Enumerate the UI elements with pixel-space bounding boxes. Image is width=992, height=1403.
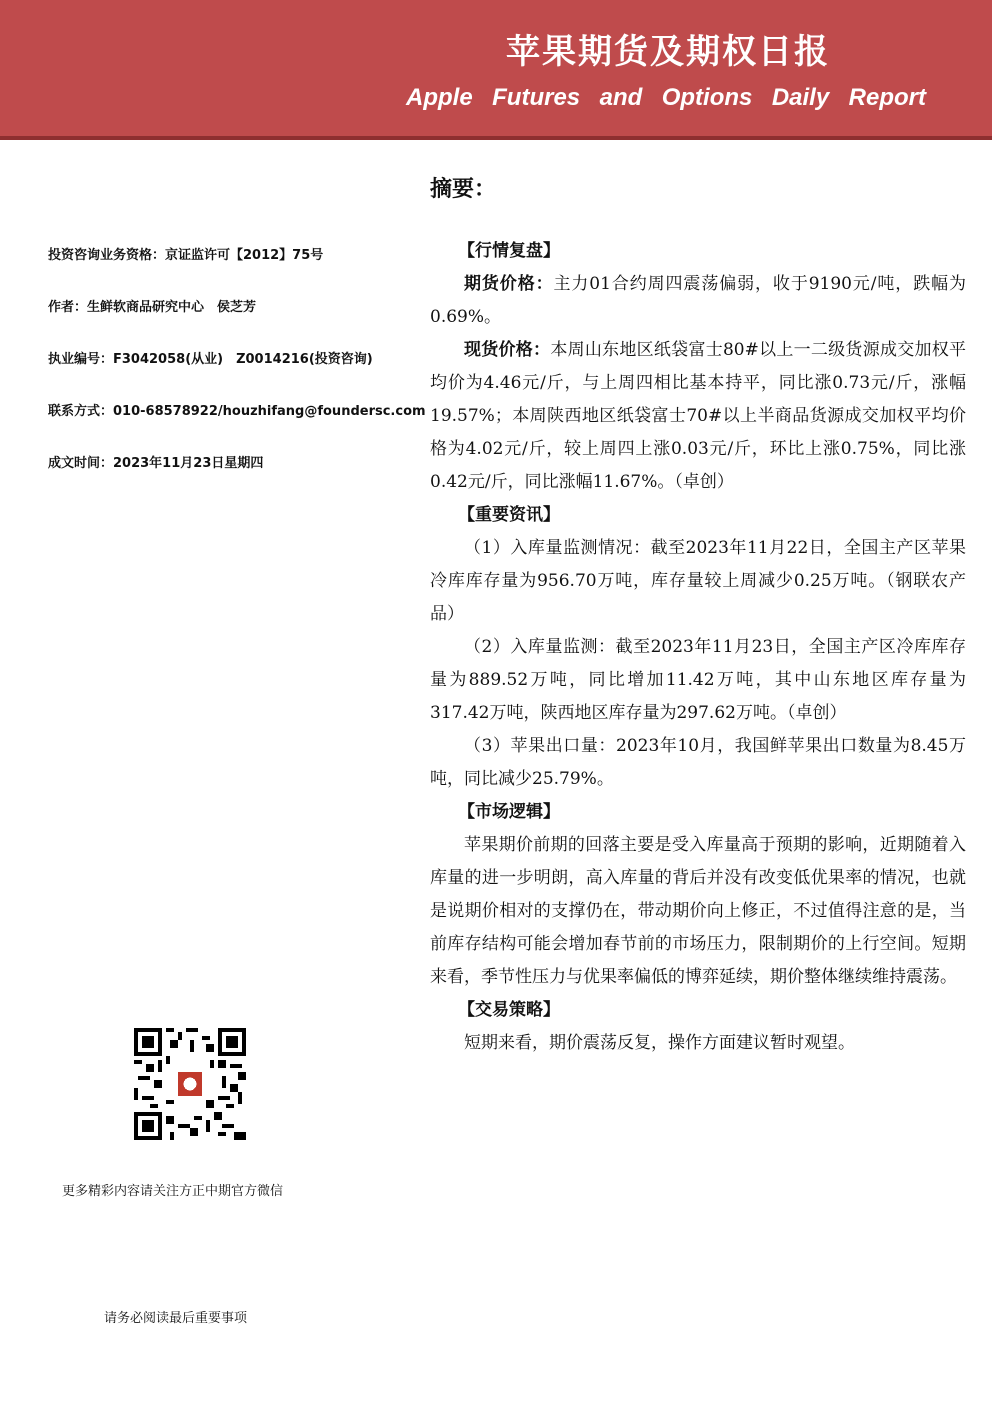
news-item: （2）入库量监测：截至2023年11月23日，全国主产区冷库库存量为889.52万吨，同比增加11.42万吨，其中山东地区库存量为317.42万吨，陕西地区库存量为297.62万吨。（卓创） [430,637,966,723]
futures-price-paragraph [430,268,966,334]
market-logic-heading: 【市场逻辑】 [458,802,560,822]
futures-price-label: 期货价格： [464,274,554,294]
spot-price-text: 本周山东地区纸袋富士80#以上一二级货源成交加权平均价为4.46元/斤，与上周四相比基本持平，同比涨0.73元/斤，涨幅19.57%；本周陕西地区纸袋富士70#以上半商品货源成交加权平均价格为4.02元/斤，较上周四上涨0.03元/斤，环比上涨0.75%，同比涨0.42元/斤，同比涨幅11.67%。（卓创） [430,340,967,492]
trading-strategy-heading: 【交易策略】 [458,1000,560,1020]
title-en-word: Daily [771,84,830,111]
news-heading: 【重要资讯】 [458,505,560,525]
title-en-word: and [599,84,643,111]
wechat-qr-code-icon [134,1028,246,1140]
contact-line[interactable]: 联系方式：010-68578922/houzhifang@foundersc.com [48,404,426,419]
report-header [0,0,992,140]
news-item: （1）入库量监测情况：截至2023年11月22日，全国主产区苹果冷库库存量为956.70万吨，库存量较上周减少0.25万吨。（钢联农产品） [430,538,966,624]
title-en-word: Report [848,84,926,111]
author-info-panel [48,244,426,504]
trading-strategy-paragraph: 短期来看，期价震荡反复，操作方面建议暂时观望。 [464,1033,855,1053]
title-en-word: Options [661,84,753,111]
news-item: （3）苹果出口量：2023年10月，我国鲜苹果出口数量为8.45万吨，同比减少25.79%。 [430,736,966,789]
date-line: 成文时间：2023年11月23日星期四 [48,456,264,471]
author-line: 作者：生鲜软商品研究中心 侯芝芳 [48,300,257,315]
summary-section [430,172,966,1060]
license-line: 执业编号：F3042058(从业) Z0014216(投资咨询) [48,352,373,367]
qualification-line: 投资咨询业务资格：京证监许可【2012】75号 [48,248,324,263]
title-en-word: Apple [406,84,473,111]
spot-price-label: 现货价格： [464,340,551,360]
qr-caption: 更多精彩内容请关注方正中期官方微信 [62,1184,284,1199]
market-review-heading: 【行情复盘】 [458,241,560,261]
spot-price-paragraph [430,334,966,499]
title-en-word: Futures [492,84,581,111]
market-logic-paragraph: 苹果期价前期的回落主要是受入库量高于预期的影响，近期随着入库量的进一步明朗，高入库量的背后并没有改变低优果率的情况，也就是说期价相对的支撑仍在，带动期价向上修正，不过值得注意的是，当前库存结构可能会增加春节前的市场压力，限制期价的上行空间。短期来看，季节性压力与优果率偏低的博弈延续，期价整体继续维持震荡。 [430,835,966,987]
report-title-en [406,84,926,112]
report-title-cn: 苹果期货及期权日报 [506,32,830,72]
summary-title: 摘要： [430,177,497,202]
futures-price-text: 主力01合约周四震荡偏弱，收于9190元/吨，跌幅为0.69%。 [430,274,967,327]
disclaimer-note: 请务必阅读最后重要事项 [104,1311,248,1326]
